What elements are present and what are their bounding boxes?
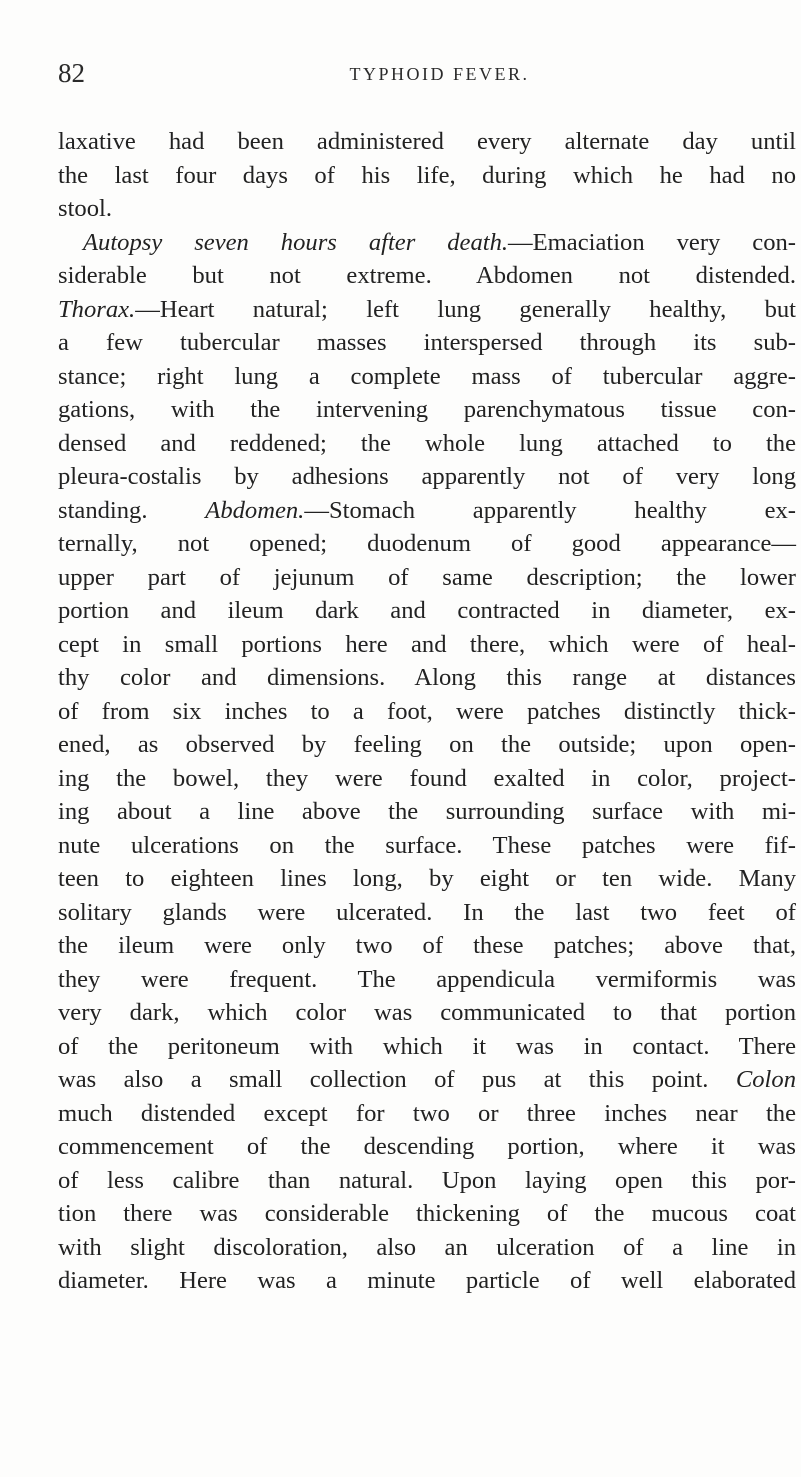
text-line	[58, 427, 796, 461]
text-line	[58, 293, 796, 327]
text-line	[58, 259, 796, 293]
text-line	[58, 929, 796, 963]
text-line	[58, 728, 796, 762]
text-line	[58, 159, 796, 193]
italic-heading: Thorax.	[58, 295, 136, 323]
italic-heading: Colon	[735, 1066, 796, 1093]
line-text: ing the bowel, they were found exalted in color, project-	[58, 764, 796, 792]
text-line	[58, 527, 796, 561]
running-title: TYPHOID FEVER.	[349, 64, 530, 84]
line-text: siderable but not extreme. Abdomen not distended.	[58, 262, 796, 289]
page-number: 82	[58, 58, 85, 88]
text-line	[58, 192, 796, 226]
line-text: —Heart natural; left lung generally healthy, but	[135, 295, 796, 323]
text-line	[58, 762, 796, 796]
line-text: stool.	[58, 195, 112, 222]
text-line	[58, 1231, 796, 1265]
line-text: was also a small collection of pus at this point.	[58, 1066, 736, 1093]
text-line	[58, 795, 796, 829]
text-line	[58, 896, 796, 930]
line-text: teen to eighteen lines long, by eight or ten wide. Many	[58, 865, 796, 892]
line-text: —Stomach apparently healthy ex-	[304, 496, 796, 524]
text-line	[58, 326, 796, 360]
line-text: laxative had been administered every alternate day until	[58, 128, 796, 155]
text-line	[58, 226, 796, 260]
line-text: they were frequent. The appendicula vermiformis was	[58, 965, 796, 993]
line-text: upper part of jejunum of same description; the lower	[58, 563, 796, 591]
line-text: nute ulcerations on the surface. These patches were fif-	[58, 831, 796, 859]
line-text: cept in small portions here and there, which were of heal-	[58, 630, 796, 658]
line-text: much distended except for two or three inches near the	[58, 1099, 796, 1127]
text-line	[58, 1197, 796, 1231]
text-line	[58, 628, 796, 662]
text-line	[58, 996, 796, 1030]
text-line	[58, 494, 796, 528]
line-text: diameter. Here was a minute particle of well elaborated	[58, 1267, 796, 1294]
text-line	[58, 829, 796, 863]
text-line	[58, 460, 796, 494]
text-line	[58, 360, 796, 394]
line-text: of from six inches to a foot, were patches distinctly thick-	[58, 697, 796, 725]
line-text: of less calibre than natural. Upon laying open this por-	[58, 1166, 796, 1194]
text-line	[58, 1164, 796, 1198]
line-text: pleura-costalis by adhesions apparently not of very long	[58, 463, 796, 490]
body-text	[58, 125, 796, 1298]
text-line	[58, 125, 796, 159]
line-text: the last four days of his life, during which he had no	[58, 161, 796, 189]
line-text: with slight discoloration, also an ulceration of a line in	[58, 1233, 796, 1261]
text-line	[58, 393, 796, 427]
line-text: gations, with the intervening parenchymatous tissue con-	[58, 396, 796, 423]
line-text: densed and reddened; the whole lung attached to the	[58, 429, 796, 457]
text-line	[58, 963, 796, 997]
line-text: solitary glands were ulcerated. In the last two feet of	[58, 898, 796, 926]
text-line	[58, 1130, 796, 1164]
line-text: tion there was considerable thickening of the mucous coat	[58, 1200, 796, 1227]
line-text: the ileum were only two of these patches; above that,	[58, 932, 796, 959]
line-text: ened, as observed by feeling on the outside; upon open-	[58, 731, 796, 758]
line-text: very dark, which color was communicated to that portion	[58, 999, 796, 1026]
line-text: stance; right lung a complete mass of tubercular aggre-	[58, 362, 796, 390]
line-text: a few tubercular masses interspersed through its sub-	[58, 329, 796, 356]
line-text: ing about a line above the surrounding surface with mi-	[58, 798, 796, 825]
text-line	[58, 594, 796, 628]
text-line	[58, 1063, 796, 1097]
line-text: of the peritoneum with which it was in contact. There	[58, 1032, 796, 1060]
text-line	[58, 661, 796, 695]
line-text: commencement of the descending portion, where it was	[58, 1133, 796, 1160]
line-text: ternally, not opened; duodenum of good appearance—	[58, 530, 796, 557]
line-text: —Emaciation very con-	[508, 228, 796, 256]
text-line	[58, 862, 796, 896]
line-text: standing.	[58, 496, 206, 524]
page-header	[58, 58, 761, 88]
line-text: portion and ileum dark and contracted in diameter, ex-	[58, 597, 796, 624]
text-line	[58, 695, 796, 729]
text-line	[58, 1264, 796, 1298]
italic-heading: Autopsy seven hours after death.	[83, 228, 509, 256]
italic-heading: Abdomen.	[205, 496, 305, 524]
text-line	[58, 1097, 796, 1131]
text-line	[58, 561, 796, 595]
line-text: thy color and dimensions. Along this range at distances	[58, 664, 796, 691]
text-line	[58, 1030, 796, 1064]
